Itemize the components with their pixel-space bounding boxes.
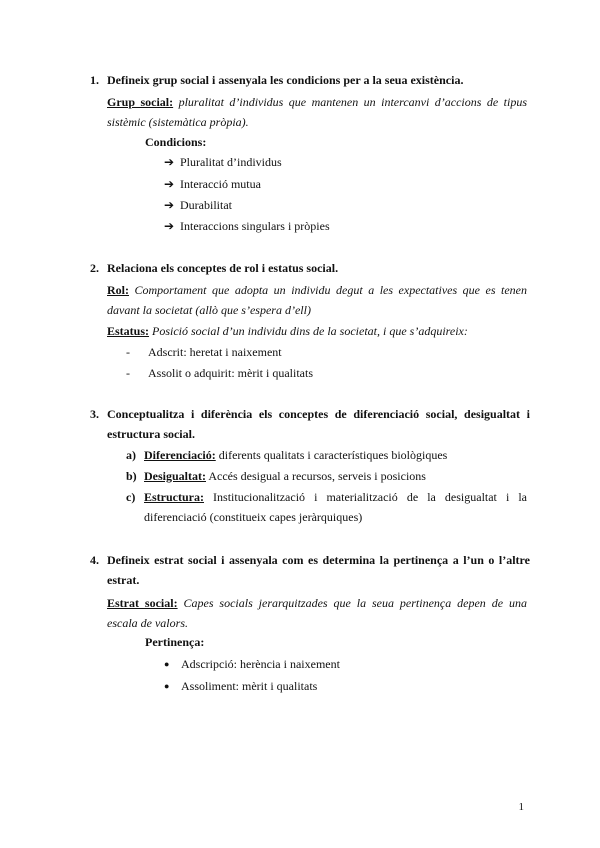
question-title: Conceptualitza i diferència els conceptes de diferenciació social, desigualtat i estructura social. — [107, 407, 530, 441]
list-item: b) Desigualtat: Accés desigual a recursos, serveis i posicions — [126, 466, 527, 486]
question-4 — [90, 550, 530, 590]
dash-icon: - — [126, 345, 130, 359]
question-number: 4. — [90, 553, 99, 567]
page-number: 1 — [518, 801, 524, 813]
list-label: c) — [126, 490, 136, 504]
list-label: b) — [126, 469, 137, 483]
term: Estrat social: — [107, 596, 178, 610]
list-item: c) Estructura: Institucionalització i materialització de la desigualtat i la diferenciació (constitueix capes jeràrquiques) — [126, 487, 527, 527]
list-item: a) Diferenciació: diferents qualitats i característiques biològiques — [126, 445, 527, 465]
question-title: Relaciona els conceptes de rol i estatus social. — [107, 261, 339, 275]
question-1 — [90, 70, 530, 90]
definition-rol — [107, 280, 527, 320]
arrow-icon: ➔ — [164, 198, 175, 212]
definition-text: Capes socials jerarquitzades que la seua pertinença depen de una escala de valors. — [107, 596, 527, 630]
arrow-icon: ➔ — [164, 177, 175, 191]
definition-text: Comportament que adopta un individu degut a les expectatives que es tenen davant la societat (allò que s’espera d’ell) — [107, 283, 527, 317]
question-3 — [90, 404, 530, 444]
question-title: Defineix estrat social i assenyala com es determina la pertinença a l’un o l’altre estrat. — [107, 553, 530, 587]
definition-text: Posició social d’un individu dins de la societat, i que s’adquireix: — [149, 324, 468, 338]
bullet-icon: ● — [164, 681, 170, 691]
term: Desigualtat: — [144, 469, 206, 483]
arrow-icon: ➔ — [164, 219, 175, 233]
question-number: 1. — [90, 73, 99, 87]
pertinenca-heading: Pertinença: — [145, 635, 205, 649]
bullet-icon: ● — [164, 659, 170, 669]
definition-grup-social — [107, 92, 527, 132]
arrow-icon: ➔ — [164, 155, 175, 169]
term: Estatus: — [107, 324, 150, 338]
term: Rol: — [107, 283, 129, 297]
list-item: ➔ Durabilitat — [164, 195, 232, 215]
question-number: 2. — [90, 261, 99, 275]
list-item: ➔ Interacció mutua — [164, 174, 261, 194]
question-number: 3. — [90, 407, 99, 421]
question-title: Defineix grup social i assenyala les condicions per a la seua existència. — [107, 73, 464, 87]
question-2 — [90, 258, 530, 278]
dash-icon: - — [126, 366, 130, 380]
list-item: ➔ Pluralitat d’individus — [164, 152, 282, 172]
list-item: ➔ Interaccions singulars i pròpies — [164, 216, 330, 236]
list-item: - Adscrit: heretat i naixement — [126, 342, 282, 362]
list-label: a) — [126, 448, 136, 462]
conditions-heading: Condicions: — [145, 135, 207, 149]
definition-estatus — [107, 321, 527, 341]
definition-estrat-social — [107, 593, 527, 633]
term: Grup social: — [107, 95, 174, 109]
list-item: ● Assoliment: mèrit i qualitats — [164, 676, 317, 696]
term: Estructura: — [144, 490, 204, 504]
term: Diferenciació: — [144, 448, 216, 462]
definition-text: pluralitat d’individus que mantenen un intercanvi d’accions de tipus sistèmic (sistemàtica pròpia). — [107, 95, 527, 129]
list-item: ● Adscripció: herència i naixement — [164, 654, 340, 674]
list-item: - Assolit o adquirit: mèrit i qualitats — [126, 363, 313, 383]
